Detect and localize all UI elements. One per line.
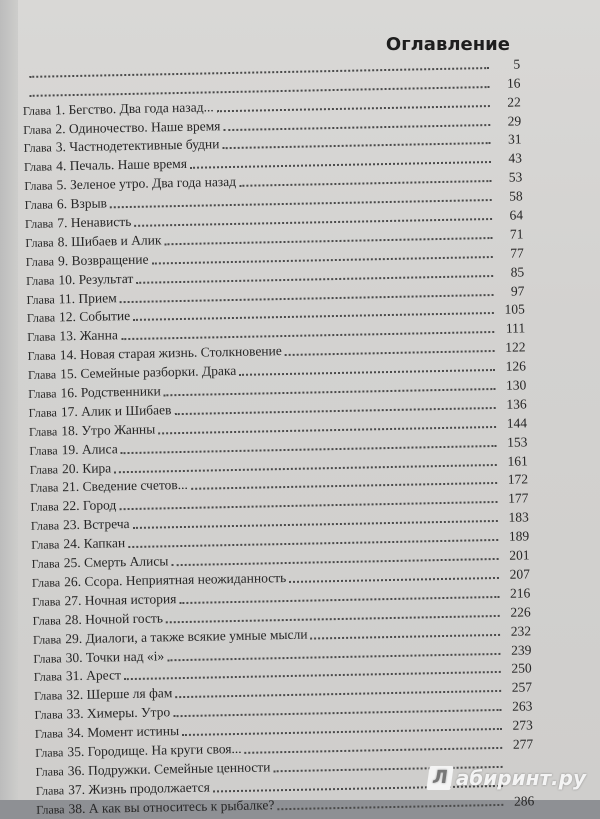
toc-title: 4. Печаль. Наше время: [56, 156, 187, 174]
toc-title: 33. Химеры. Утро: [67, 704, 171, 721]
toc-title: 21. Сведение счетов...: [62, 477, 188, 494]
toc-entry-label: [25, 213, 132, 233]
toc-entry-label: [23, 98, 214, 120]
toc-page-number: 250: [504, 660, 532, 678]
toc-page-number: 97: [496, 282, 524, 300]
toc-entry-label: [35, 722, 180, 743]
toc-page-number: 126: [498, 358, 526, 376]
toc-page-number: 144: [499, 414, 527, 432]
toc-title: 34. Момент истины: [67, 723, 179, 740]
toc-page-number: 22: [493, 93, 521, 111]
toc-entry-label: [28, 382, 161, 403]
toc-title: 27. Ночная история: [64, 591, 176, 608]
toc-title: 35. Городище. На круги своя...: [67, 741, 241, 759]
toc-title: 6. Взрыв: [57, 196, 107, 212]
toc-chapter-word: Глава: [33, 613, 61, 628]
toc-chapter-word: Глава: [34, 670, 62, 685]
toc-entry-label: [22, 64, 26, 82]
toc-chapter-word: Глава: [31, 556, 59, 571]
toc-title: 8. Шибаев и Алик: [57, 232, 161, 249]
toc-page-number: 43: [494, 150, 522, 168]
toc-entry-label: [22, 83, 26, 101]
toc-chapter-word: Глава: [26, 273, 54, 288]
toc-chapter-word: Глава: [25, 216, 53, 231]
toc-title: 30. Точки над «i»: [65, 648, 164, 665]
toc-chapter-word: Глава: [34, 708, 62, 723]
toc-page-number: 257: [504, 679, 532, 697]
toc-page-number: 189: [501, 528, 529, 546]
toc-chapter-word: Глава: [23, 103, 51, 118]
toc-entry-label: [26, 250, 149, 270]
toc-chapter-word: Глава: [27, 349, 55, 364]
toc-title: 20. Кира: [62, 460, 112, 476]
toc-title: 10. Результат: [58, 271, 133, 287]
toc-title: 7. Ненависть: [57, 214, 131, 230]
toc-entry-label: [32, 590, 176, 611]
toc-chapter-word: Глава: [29, 424, 57, 439]
toc-entry-label: [25, 231, 161, 252]
toc-chapter-word: Глава: [34, 689, 62, 704]
toc-chapter-word: Глава: [24, 141, 52, 156]
toc-title: 13. Жанна: [59, 328, 118, 344]
toc-title: 29. Диалоги, а также всякие умные мысли: [65, 626, 308, 646]
toc-entry-label: [36, 778, 210, 799]
toc-chapter-word: Глава: [30, 500, 58, 515]
toc-chapter-word: Глава: [31, 538, 59, 553]
toc-chapter-word: Глава: [30, 462, 58, 477]
toc-entry-label: [23, 136, 219, 158]
dot-leader: [289, 577, 499, 583]
toc-page-number: 122: [497, 339, 525, 357]
toc-chapter-word: Глава: [27, 311, 55, 326]
toc-chapter-word: Глава: [27, 330, 55, 345]
toc-page-number: 153: [499, 433, 527, 451]
toc-chapter-word: Глава: [33, 632, 61, 647]
toc-page-number: 177: [500, 490, 528, 508]
toc-title: 26. Ссора. Неприятная неожиданность: [64, 570, 286, 589]
toc-title: 17. Алик и Шибаев: [61, 402, 172, 419]
toc-entry-label: [31, 552, 168, 573]
toc-chapter-word: Глава: [24, 179, 52, 194]
watermark: [428, 766, 586, 790]
toc-chapter-word: Глава: [29, 405, 57, 420]
toc-chapter-word: Глава: [36, 802, 64, 817]
toc-title: 24. Капкан: [63, 535, 125, 551]
toc-chapter-word: Глава: [31, 519, 59, 534]
toc-chapter-word: Глава: [35, 764, 63, 779]
toc-title: 12. Событие: [59, 308, 130, 324]
toc-chapter-word: Глава: [25, 235, 53, 250]
toc-title: 36. Подружки. Семейные ценности: [68, 759, 271, 778]
toc-page-number: 277: [505, 735, 533, 753]
toc-entry-label: [29, 440, 118, 460]
page-title: Оглавление: [360, 34, 510, 56]
toc-page-number: 5: [492, 55, 520, 73]
toc-page-number: 263: [504, 697, 532, 715]
toc-page-number: 130: [498, 376, 526, 394]
toc-page-number: 16: [492, 74, 520, 92]
toc-page-number: 201: [501, 546, 529, 564]
toc-title: 11. Прием: [59, 290, 117, 306]
toc-chapter-word: Глава: [30, 481, 58, 496]
toc-chapter-word: Глава: [26, 254, 54, 269]
toc-chapter-word: Глава: [32, 594, 60, 609]
toc-title: 15. Семейные разборки. Драка: [60, 363, 236, 381]
toc-entry-label: [31, 534, 125, 554]
toc-page-number: 161: [500, 452, 528, 470]
toc-page-number: 58: [494, 188, 522, 206]
dot-leader: [277, 804, 503, 810]
toc-chapter-word: Глава: [36, 783, 64, 798]
toc-chapter-word: Глава: [35, 726, 63, 741]
toc-page-number: 29: [493, 112, 521, 130]
toc-chapter-word: Глава: [25, 198, 53, 213]
toc-title: 3. Частнодетективные будни: [56, 137, 220, 155]
table-of-contents: [22, 53, 534, 818]
toc-entry-label: [33, 609, 164, 629]
toc-chapter-word: Глава: [29, 443, 57, 458]
toc-entry-label: [34, 667, 122, 687]
labirint-logo-icon: Л: [426, 766, 453, 790]
toc-page-number: 216: [502, 584, 530, 602]
toc-title: 18. Утро Жанны: [61, 421, 155, 438]
toc-title: 1. Бегство. Два года назад...: [55, 99, 214, 117]
toc-chapter-word: Глава: [26, 292, 54, 307]
toc-title: 22. Город: [63, 498, 117, 514]
toc-title: 38. А как вы относитесь к рыбалке?: [68, 797, 274, 816]
toc-title: 9. Возвращение: [58, 251, 149, 268]
toc-entry-label: [27, 307, 131, 327]
toc-page-number: 286: [506, 792, 534, 810]
toc-page-number: 64: [495, 206, 523, 224]
toc-entry-label: [26, 289, 117, 309]
toc-title: 23. Встреча: [63, 516, 130, 532]
toc-page-number: 207: [502, 565, 530, 583]
toc-page-number: 183: [501, 509, 529, 527]
toc-title: 16. Родственники: [60, 383, 161, 400]
dot-leader: [311, 634, 501, 640]
toc-page-number: 273: [505, 716, 533, 734]
toc-page-number: 85: [496, 263, 524, 281]
toc-page-number: 105: [497, 301, 525, 319]
toc-page-number: 77: [496, 244, 524, 262]
toc-entry-label: [30, 476, 188, 497]
toc-chapter-word: Глава: [32, 575, 60, 590]
toc-title: 5. Зеленое утро. Два года назад: [56, 174, 236, 192]
toc-entry-label: [30, 459, 112, 479]
binding-edge: [0, 0, 18, 800]
toc-entry-label: [34, 703, 170, 724]
toc-title: 28. Ночной гость: [65, 610, 163, 627]
toc-page-number: 226: [502, 603, 530, 621]
toc-title: 32. Шерше ля фам: [66, 686, 172, 703]
toc-title: 37. Жизнь продолжается: [68, 779, 210, 797]
toc-title: 19. Алиса: [61, 441, 117, 457]
toc-chapter-word: Глава: [24, 160, 52, 175]
toc-entry-label: [29, 401, 172, 422]
toc-entry-label: [29, 420, 156, 440]
toc-page-number: 239: [503, 641, 531, 659]
toc-chapter-word: Глава: [35, 745, 63, 760]
toc-title: 14. Новая старая жизнь. Столкновение: [60, 343, 282, 362]
toc-entry-label: [24, 155, 187, 176]
toc-page-number: 172: [500, 471, 528, 489]
toc-page-number: 53: [494, 169, 522, 187]
toc-chapter-word: Глава: [33, 651, 61, 666]
toc-entry-label: [26, 270, 133, 290]
toc-title: 2. Одиночество. Наше время: [55, 118, 220, 136]
toc-entry-label: [30, 497, 116, 517]
toc-page-number: 31: [493, 131, 521, 149]
toc-chapter-word: Глава: [28, 386, 56, 401]
toc-page-number: 136: [498, 395, 526, 413]
toc-chapter-word: Глава: [28, 368, 56, 383]
toc-title: 25. Смерть Алисы: [64, 553, 169, 570]
toc-chapter-word: Глава: [23, 122, 51, 137]
toc-entry-label: [31, 515, 130, 535]
dot-leader: [285, 350, 495, 356]
watermark-text: абиринт.ру: [456, 766, 586, 790]
toc-entry-label: [34, 685, 172, 706]
toc-entry-label: [27, 327, 118, 347]
toc-entry-label: [25, 195, 108, 215]
toc-entry-label: [36, 796, 274, 819]
toc-title: 31. Арест: [66, 668, 121, 684]
toc-page-number: 71: [495, 225, 523, 243]
toc-entry-label: [33, 647, 164, 668]
toc-page-number: 111: [497, 320, 525, 338]
toc-page-number: 232: [503, 622, 531, 640]
